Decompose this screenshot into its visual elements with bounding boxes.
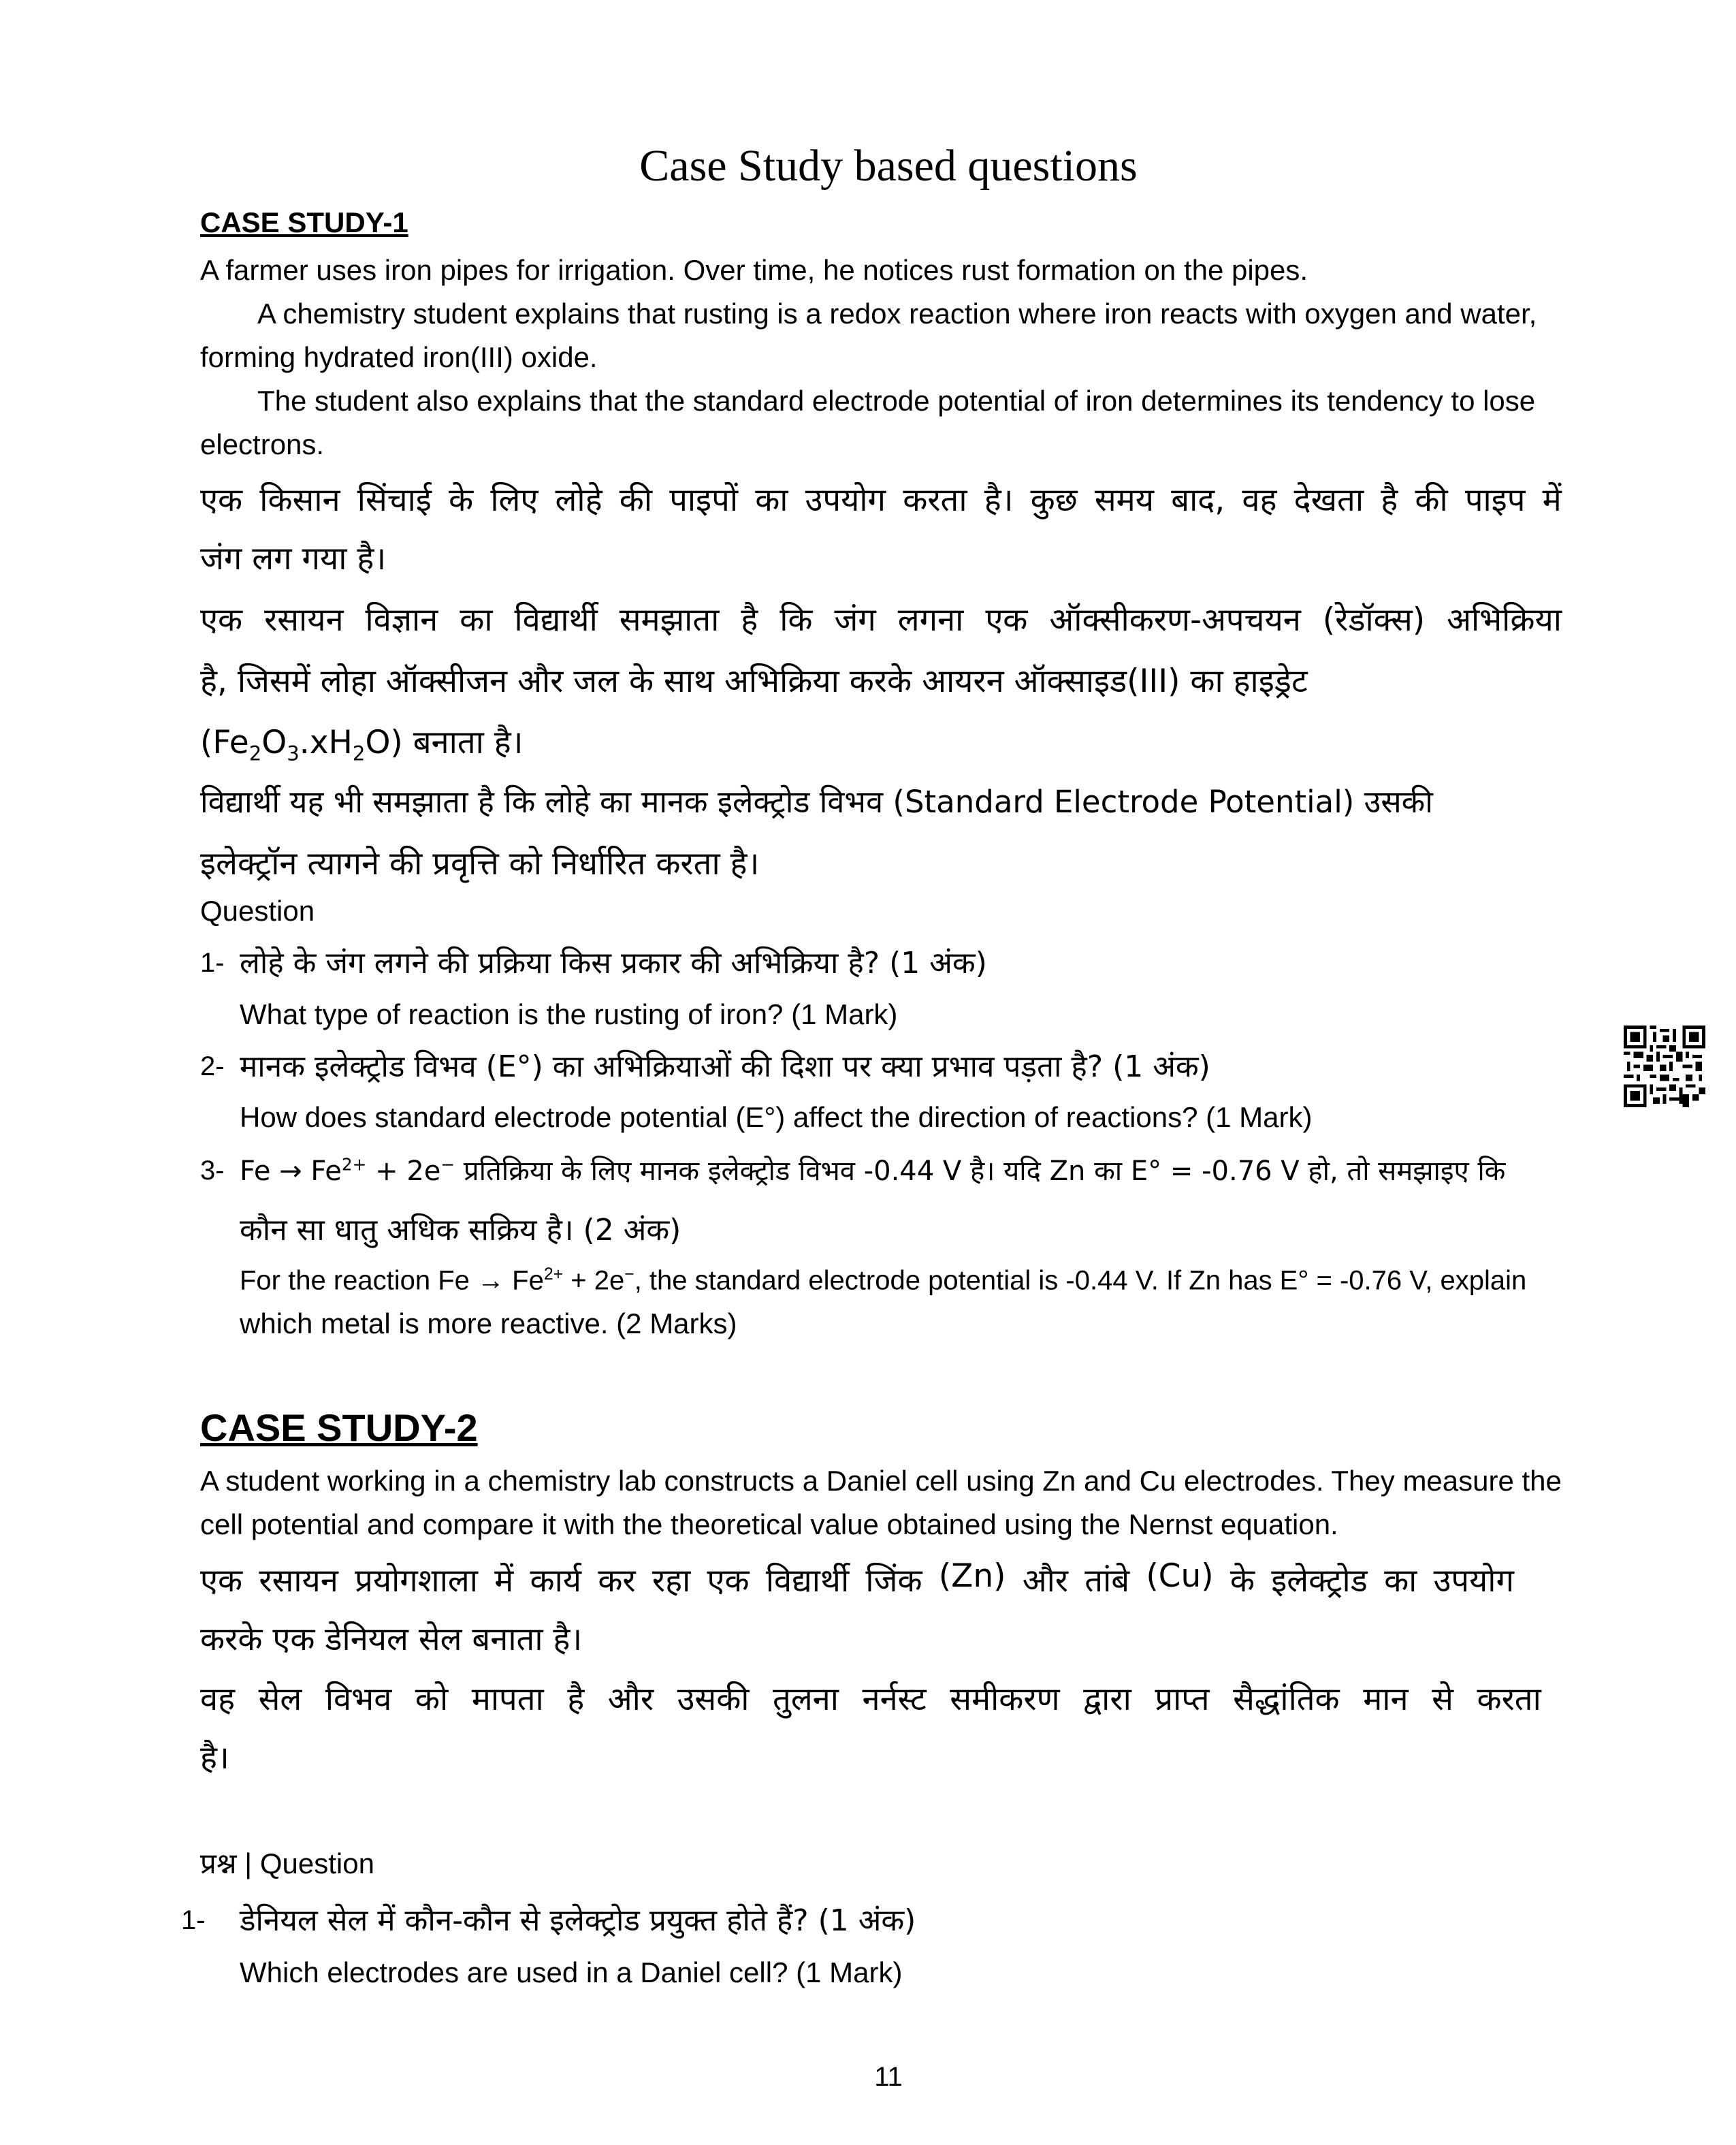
page-number: 11 (874, 2062, 903, 2092)
case1-hi-para3-line2: इलेक्ट्रॉन त्यागने की प्रवृत्ति को निर्धारित करता है। (200, 845, 760, 883)
case1-en-para3-line2: electrons. (200, 428, 325, 460)
case-study-1-heading: CASE STUDY-1 (200, 206, 408, 238)
case2-hi-para2-line2: है। (200, 1739, 229, 1777)
case2-hi-para1-line2: करके एक डेनियल सेल बनाता है। (200, 1621, 583, 1658)
case1-en-para2-line2: forming hydrated iron(III) oxide. (200, 341, 598, 373)
case1-q3-english-line1: For the reaction $Fe \to Fe^{2+} + 2e^-$, the standard electrode potential is -0.44 V. If Zn has E° = -0.76 V, explain (240, 1265, 1527, 1296)
case1-q3-number: 3- (200, 1156, 225, 1186)
case1-hi-para2-formula-line: $(Fe_2O_3.xH_2O)$ बनाता है। (200, 724, 524, 765)
case2-hi-para2-line1: वह सेल विभव को मापता है और उसकी तुलना नर्नस्ट समीकरण द्वारा प्राप्त सैद्धांतिक मान से करता (200, 1681, 1541, 1718)
case1-q1-hindi: लोहे के जंग लगने की प्रक्रिया किस प्रकार की अभिक्रिया है? (1 अंक) (240, 946, 987, 981)
case1-q3-hindi-line2: कौन सा धातु अधिक सक्रिय है। (2 अंक) (240, 1213, 681, 1248)
case1-q1-english: What type of reaction is the rusting of iron? (1 Mark) (240, 998, 898, 1030)
case1-hi-para1-line1: एक किसान सिंचाई के लिए लोहे की पाइपों का उपयोग करता है। कुछ समय बाद, वह देखता है की पाइप में (200, 481, 1562, 519)
case1-q3-english-line2: which metal is more reactive. (2 Marks) (240, 1307, 737, 1339)
case1-en-para1: A farmer uses iron pipes for irrigation. Over time, he notices rust formation on the pipes. (200, 254, 1308, 286)
case2-q1-hindi: डेनियल सेल में कौन-कौन से इलेक्ट्रोड प्रयुक्त होते हैं? (1 अंक) (240, 1903, 916, 1938)
case1-en-para2-line1: A chemistry student explains that rusting is a redox reaction where iron reacts with oxygen and water, (257, 298, 1537, 330)
case1-q2-number: 2- (200, 1051, 225, 1081)
case2-hi-para1-line1: एक रसायन प्रयोगशाला में कार्य कर रहा एक विद्यार्थी जिंक (Zn) और तांबे (Cu) के इलेक्ट्रोड का उपयोग (200, 1557, 1514, 1600)
case2-q1-english: Which electrodes are used in a Daniel cell? (1 Mark) (240, 1956, 903, 1988)
case1-en-para3-line1: The student also explains that the standard electrode potential of iron determines its tendency to lose (257, 385, 1536, 417)
case1-hi-para1-line2: जंग लग गया है। (200, 540, 387, 577)
case1-hi-para2-line2: है, जिसमें लोहा ऑक्सीजन और जल के साथ अभिक्रिया करके आयरन ऑक्साइड(III) का हाइड्रेट (200, 663, 1308, 700)
case1-hi-para2-line1: एक रसायन विज्ञान का विद्यार्थी समझाता है कि जंग लगना एक ऑक्सीकरण-अपचयन (रेडॉक्स) अभिक्रिया (200, 601, 1562, 639)
case1-hi-para3-line1: विद्यार्थी यह भी समझाता है कि लोहे का मानक इलेक्ट्रोड विभव (Standard Electrode Potential) उसकी (200, 784, 1433, 820)
case2-en-line2: cell potential and compare it with the theoretical value obtained using the Nernst equation. (200, 1508, 1338, 1540)
case-study-2-heading: CASE STUDY-2 (200, 1406, 478, 1449)
case2-en-line1: A student working in a chemistry lab constructs a Daniel cell using Zn and Cu electrodes. They measure the (200, 1465, 1562, 1497)
page-title: Case Study based questions (639, 141, 1138, 191)
case1-q3-hindi-line1: $Fe \to Fe^{2+} + 2e^-$ प्रतिक्रिया के लिए मानक इलेक्ट्रोड विभव -0.44 V है। यदि Zn का E° = -0.76 V हो, तो समझाइए कि (240, 1154, 1506, 1187)
qr-code-icon (1624, 1026, 1705, 1107)
case1-q1-number: 1- (200, 948, 225, 978)
case1-q2-english: How does standard electrode potential (E°) affect the direction of reactions? (1 Mark) (240, 1101, 1313, 1133)
case1-q2-hindi: मानक इलेक्ट्रोड विभव (E°) का अभिक्रियाओं की दिशा पर क्या प्रभाव पड़ता है? (1 अंक) (240, 1049, 1210, 1084)
case1-question-label: Question (200, 895, 315, 927)
case2-question-label: प्रश्न | Question (200, 1847, 374, 1879)
case2-q1-number: 1- (181, 1905, 206, 1935)
